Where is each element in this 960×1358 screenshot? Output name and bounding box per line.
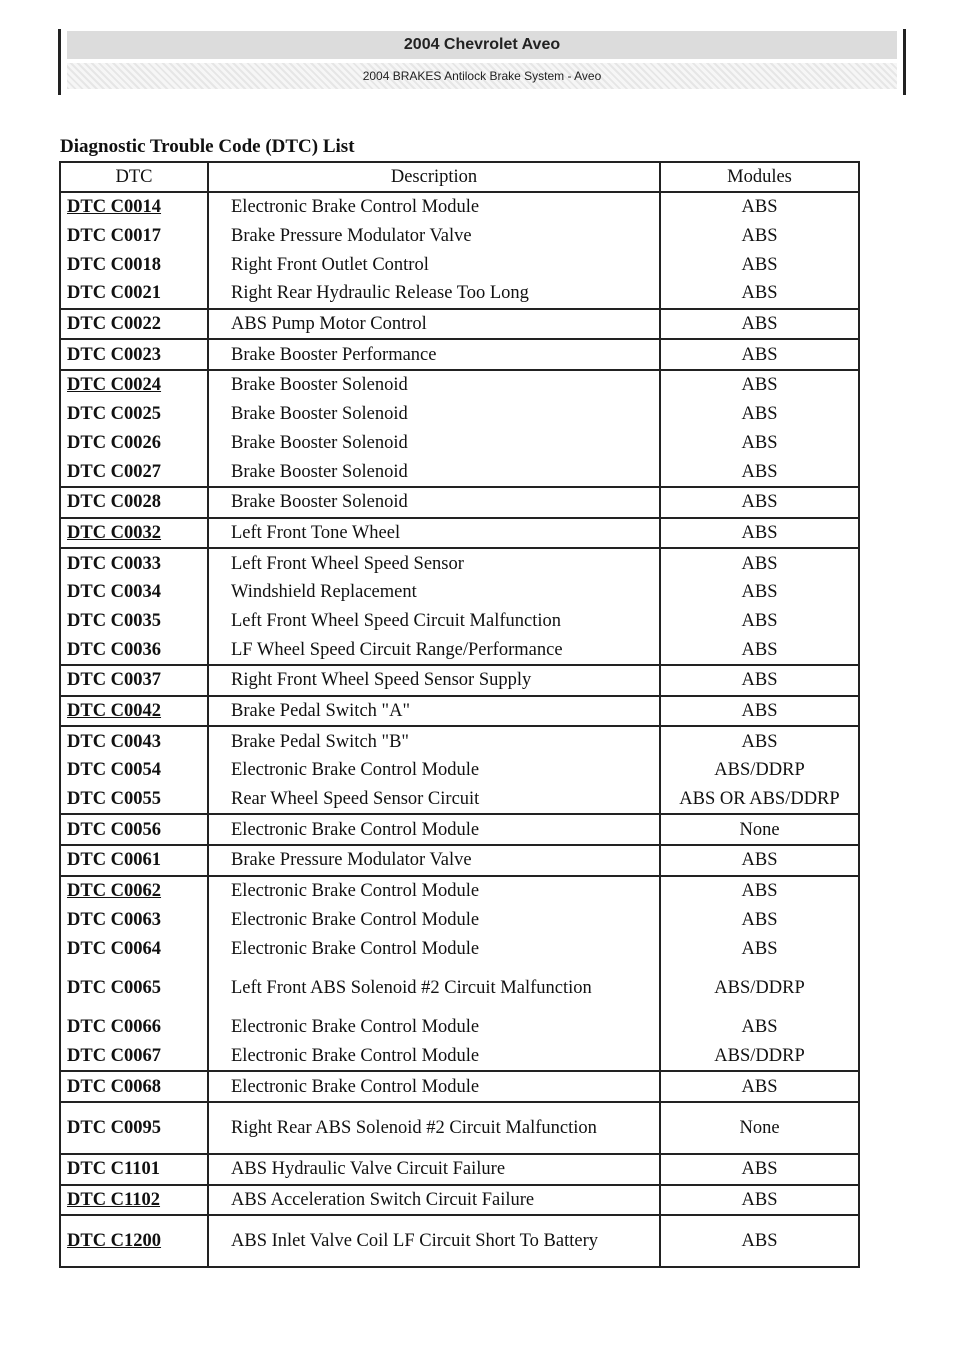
table-caption: Diagnostic Trouble Code (DTC) List xyxy=(60,136,355,157)
dtc-code-cell xyxy=(60,814,208,845)
table-row xyxy=(60,1042,859,1072)
dtc-description-cell: Brake Booster Solenoid xyxy=(208,487,660,518)
table-row xyxy=(60,487,859,518)
dtc-code-cell xyxy=(60,1042,208,1072)
dtc-code-link[interactable]: DTC C0025 xyxy=(67,404,162,425)
table-row xyxy=(60,726,859,756)
table-row xyxy=(60,665,859,696)
dtc-description-cell: Right Rear Hydraulic Release Too Long xyxy=(208,279,660,309)
dtc-description-cell: Electronic Brake Control Module xyxy=(208,1042,660,1072)
dtc-code-cell xyxy=(60,279,208,309)
dtc-description-cell: Right Rear ABS Solenoid #2 Circuit Malfunction xyxy=(208,1102,660,1154)
dtc-code-link[interactable]: DTC C0036 xyxy=(67,639,162,660)
dtc-description-cell: Left Front ABS Solenoid #2 Circuit Malfunction xyxy=(208,963,660,1013)
dtc-description-cell: Brake Pedal Switch "A" xyxy=(208,696,660,727)
table-row xyxy=(60,785,859,815)
dtc-modules-cell: ABS OR ABS/DDRP xyxy=(660,785,859,815)
dtc-code-cell xyxy=(60,339,208,370)
dtc-code-cell xyxy=(60,845,208,876)
dtc-modules-cell: ABS xyxy=(660,726,859,756)
dtc-modules-cell: ABS xyxy=(660,1215,859,1267)
table-row xyxy=(60,370,859,400)
dtc-description-cell: Electronic Brake Control Module xyxy=(208,1013,660,1042)
dtc-modules-cell: ABS xyxy=(660,487,859,518)
dtc-modules-cell: ABS xyxy=(660,845,859,876)
dtc-description-cell: Electronic Brake Control Module xyxy=(208,814,660,845)
section-subtitle: 2004 BRAKES Antilock Brake System - Aveo xyxy=(67,63,897,89)
dtc-code-cell xyxy=(60,1013,208,1042)
dtc-modules-cell: ABS xyxy=(660,192,859,222)
dtc-code-cell xyxy=(60,457,208,487)
dtc-description-cell: Right Front Wheel Speed Sensor Supply xyxy=(208,665,660,696)
dtc-code-link[interactable]: DTC C0095 xyxy=(67,1117,162,1138)
dtc-modules-cell: ABS xyxy=(660,457,859,487)
table-row xyxy=(60,279,859,309)
dtc-code-link[interactable]: DTC C0043 xyxy=(67,731,162,752)
dtc-modules-cell: ABS xyxy=(660,370,859,400)
dtc-code-cell xyxy=(60,1154,208,1185)
dtc-modules-cell: None xyxy=(660,814,859,845)
table-row xyxy=(60,963,859,1013)
dtc-modules-cell: ABS xyxy=(660,279,859,309)
dtc-description-cell: ABS Pump Motor Control xyxy=(208,309,660,340)
table-row xyxy=(60,309,859,340)
table-row xyxy=(60,1102,859,1154)
dtc-code-link[interactable]: DTC C0042 xyxy=(67,701,162,722)
table-row xyxy=(60,607,859,636)
dtc-code-link[interactable]: DTC C0035 xyxy=(67,610,162,631)
dtc-modules-cell: ABS xyxy=(660,222,859,251)
dtc-modules-cell: ABS xyxy=(660,876,859,906)
dtc-code-cell xyxy=(60,635,208,665)
dtc-table xyxy=(59,161,860,1268)
dtc-description-cell: LF Wheel Speed Circuit Range/Performance xyxy=(208,635,660,665)
dtc-modules-cell: ABS/DDRP xyxy=(660,756,859,785)
dtc-code-link[interactable]: DTC C0064 xyxy=(67,938,162,959)
dtc-description-cell: Brake Pedal Switch "B" xyxy=(208,726,660,756)
dtc-description-cell: Brake Pressure Modulator Valve xyxy=(208,222,660,251)
table-row xyxy=(60,1071,859,1102)
dtc-code-cell xyxy=(60,487,208,518)
dtc-description-cell: Right Front Outlet Control xyxy=(208,250,660,279)
dtc-code-link[interactable]: DTC C1102 xyxy=(67,1189,161,1210)
dtc-code-cell xyxy=(60,400,208,429)
dtc-code-cell xyxy=(60,1215,208,1267)
table-row xyxy=(60,400,859,429)
table-row xyxy=(60,1185,859,1216)
table-row xyxy=(60,578,859,607)
dtc-code-link[interactable]: DTC C0027 xyxy=(67,461,162,482)
dtc-description-cell: Rear Wheel Speed Sensor Circuit xyxy=(208,785,660,815)
dtc-modules-cell: ABS xyxy=(660,607,859,636)
dtc-modules-cell: ABS xyxy=(660,578,859,607)
dtc-modules-cell: ABS xyxy=(660,934,859,963)
dtc-description-cell: Left Front Wheel Speed Circuit Malfunction xyxy=(208,607,660,636)
dtc-modules-cell: ABS xyxy=(660,635,859,665)
dtc-code-cell xyxy=(60,906,208,935)
dtc-modules-cell: ABS xyxy=(660,548,859,578)
dtc-description-cell: Electronic Brake Control Module xyxy=(208,906,660,935)
table-row xyxy=(60,845,859,876)
dtc-code-link[interactable]: DTC C1200 xyxy=(67,1231,162,1252)
table-row xyxy=(60,1013,859,1042)
dtc-code-link[interactable]: DTC C0033 xyxy=(67,553,162,574)
dtc-code-cell xyxy=(60,370,208,400)
dtc-code-link[interactable]: DTC C0034 xyxy=(67,582,162,603)
dtc-description-cell: ABS Inlet Valve Coil LF Circuit Short To Battery xyxy=(208,1215,660,1267)
dtc-code-cell xyxy=(60,429,208,458)
dtc-description-cell: Left Front Wheel Speed Sensor xyxy=(208,548,660,578)
document-header xyxy=(58,29,906,95)
table-row xyxy=(60,339,859,370)
dtc-description-cell: Windshield Replacement xyxy=(208,578,660,607)
dtc-code-cell xyxy=(60,963,208,1013)
dtc-code-link[interactable]: DTC C0023 xyxy=(67,344,162,365)
dtc-modules-cell: ABS xyxy=(660,250,859,279)
dtc-modules-cell: ABS xyxy=(660,1154,859,1185)
table-row xyxy=(60,906,859,935)
dtc-description-cell: Electronic Brake Control Module xyxy=(208,876,660,906)
dtc-description-cell: Brake Booster Solenoid xyxy=(208,400,660,429)
table-row xyxy=(60,518,859,549)
column-header-dtc: DTC xyxy=(60,162,208,192)
dtc-code-cell xyxy=(60,518,208,549)
dtc-description-cell: Brake Pressure Modulator Valve xyxy=(208,845,660,876)
dtc-code-cell xyxy=(60,756,208,785)
dtc-code-link[interactable]: DTC C0024 xyxy=(67,375,162,396)
dtc-modules-cell: ABS xyxy=(660,518,859,549)
table-row xyxy=(60,876,859,906)
dtc-modules-cell: None xyxy=(660,1102,859,1154)
dtc-code-link[interactable]: DTC C0037 xyxy=(67,670,162,691)
dtc-code-cell xyxy=(60,1185,208,1216)
dtc-description-cell: Brake Booster Solenoid xyxy=(208,370,660,400)
dtc-code-link[interactable]: DTC C0065 xyxy=(67,977,162,998)
table-row xyxy=(60,457,859,487)
dtc-description-cell: Left Front Tone Wheel xyxy=(208,518,660,549)
dtc-description-cell: Electronic Brake Control Module xyxy=(208,934,660,963)
dtc-modules-cell: ABS xyxy=(660,429,859,458)
vehicle-title: 2004 Chevrolet Aveo xyxy=(67,31,897,59)
dtc-description-cell: Electronic Brake Control Module xyxy=(208,756,660,785)
dtc-code-cell xyxy=(60,1102,208,1154)
dtc-description-cell: Electronic Brake Control Module xyxy=(208,192,660,222)
table-row xyxy=(60,756,859,785)
dtc-description-cell: ABS Hydraulic Valve Circuit Failure xyxy=(208,1154,660,1185)
dtc-description-cell: Brake Booster Performance xyxy=(208,339,660,370)
dtc-code-link[interactable]: DTC C0063 xyxy=(67,909,162,930)
dtc-code-cell xyxy=(60,578,208,607)
table-row xyxy=(60,1215,859,1267)
table-row xyxy=(60,548,859,578)
table-row xyxy=(60,1154,859,1185)
dtc-code-cell xyxy=(60,309,208,340)
dtc-code-cell xyxy=(60,785,208,815)
dtc-modules-cell: ABS xyxy=(660,400,859,429)
dtc-modules-cell: ABS xyxy=(660,696,859,727)
dtc-code-link[interactable]: DTC C1101 xyxy=(67,1159,161,1180)
dtc-code-link[interactable]: DTC C0067 xyxy=(67,1045,162,1066)
dtc-modules-cell: ABS/DDRP xyxy=(660,1042,859,1072)
dtc-code-link[interactable]: DTC C0061 xyxy=(67,850,162,871)
table-row xyxy=(60,192,859,222)
dtc-code-cell xyxy=(60,192,208,222)
dtc-code-cell xyxy=(60,548,208,578)
column-header-description: Description xyxy=(208,162,660,192)
dtc-description-cell: Brake Booster Solenoid xyxy=(208,457,660,487)
dtc-modules-cell: ABS xyxy=(660,665,859,696)
table-row xyxy=(60,635,859,665)
dtc-code-link[interactable]: DTC C0018 xyxy=(67,254,162,275)
table-header-row xyxy=(60,162,859,192)
dtc-modules-cell: ABS xyxy=(660,1071,859,1102)
dtc-code-cell xyxy=(60,665,208,696)
table-row xyxy=(60,429,859,458)
dtc-code-link[interactable]: DTC C0017 xyxy=(67,226,162,247)
dtc-modules-cell: ABS/DDRP xyxy=(660,963,859,1013)
table-row xyxy=(60,250,859,279)
dtc-table-body xyxy=(60,192,859,1267)
dtc-code-link[interactable]: DTC C0028 xyxy=(67,492,162,513)
column-header-modules: Modules xyxy=(660,162,859,192)
dtc-code-cell xyxy=(60,607,208,636)
dtc-code-link[interactable]: DTC C0022 xyxy=(67,314,162,335)
table-row xyxy=(60,934,859,963)
dtc-modules-cell: ABS xyxy=(660,1185,859,1216)
dtc-code-cell xyxy=(60,250,208,279)
dtc-code-link[interactable]: DTC C0032 xyxy=(67,522,162,543)
dtc-code-link[interactable]: DTC C0014 xyxy=(67,197,162,218)
dtc-code-link[interactable]: DTC C0068 xyxy=(67,1076,162,1097)
dtc-code-cell xyxy=(60,1071,208,1102)
dtc-code-cell xyxy=(60,934,208,963)
dtc-code-link[interactable]: DTC C0021 xyxy=(67,283,162,304)
dtc-modules-cell: ABS xyxy=(660,339,859,370)
dtc-description-cell: ABS Acceleration Switch Circuit Failure xyxy=(208,1185,660,1216)
dtc-code-cell xyxy=(60,222,208,251)
dtc-code-link[interactable]: DTC C0055 xyxy=(67,789,162,810)
dtc-code-link[interactable]: DTC C0054 xyxy=(67,760,162,781)
dtc-code-link[interactable]: DTC C0062 xyxy=(67,881,162,902)
dtc-code-link[interactable]: DTC C0026 xyxy=(67,432,162,453)
dtc-code-link[interactable]: DTC C0066 xyxy=(67,1017,162,1038)
dtc-code-cell xyxy=(60,726,208,756)
dtc-code-link[interactable]: DTC C0056 xyxy=(67,819,162,840)
table-row xyxy=(60,222,859,251)
dtc-description-cell: Brake Booster Solenoid xyxy=(208,429,660,458)
dtc-code-cell xyxy=(60,876,208,906)
table-row xyxy=(60,814,859,845)
dtc-modules-cell: ABS xyxy=(660,309,859,340)
dtc-modules-cell: ABS xyxy=(660,906,859,935)
dtc-description-cell: Electronic Brake Control Module xyxy=(208,1071,660,1102)
dtc-code-cell xyxy=(60,696,208,727)
table-row xyxy=(60,696,859,727)
dtc-modules-cell: ABS xyxy=(660,1013,859,1042)
